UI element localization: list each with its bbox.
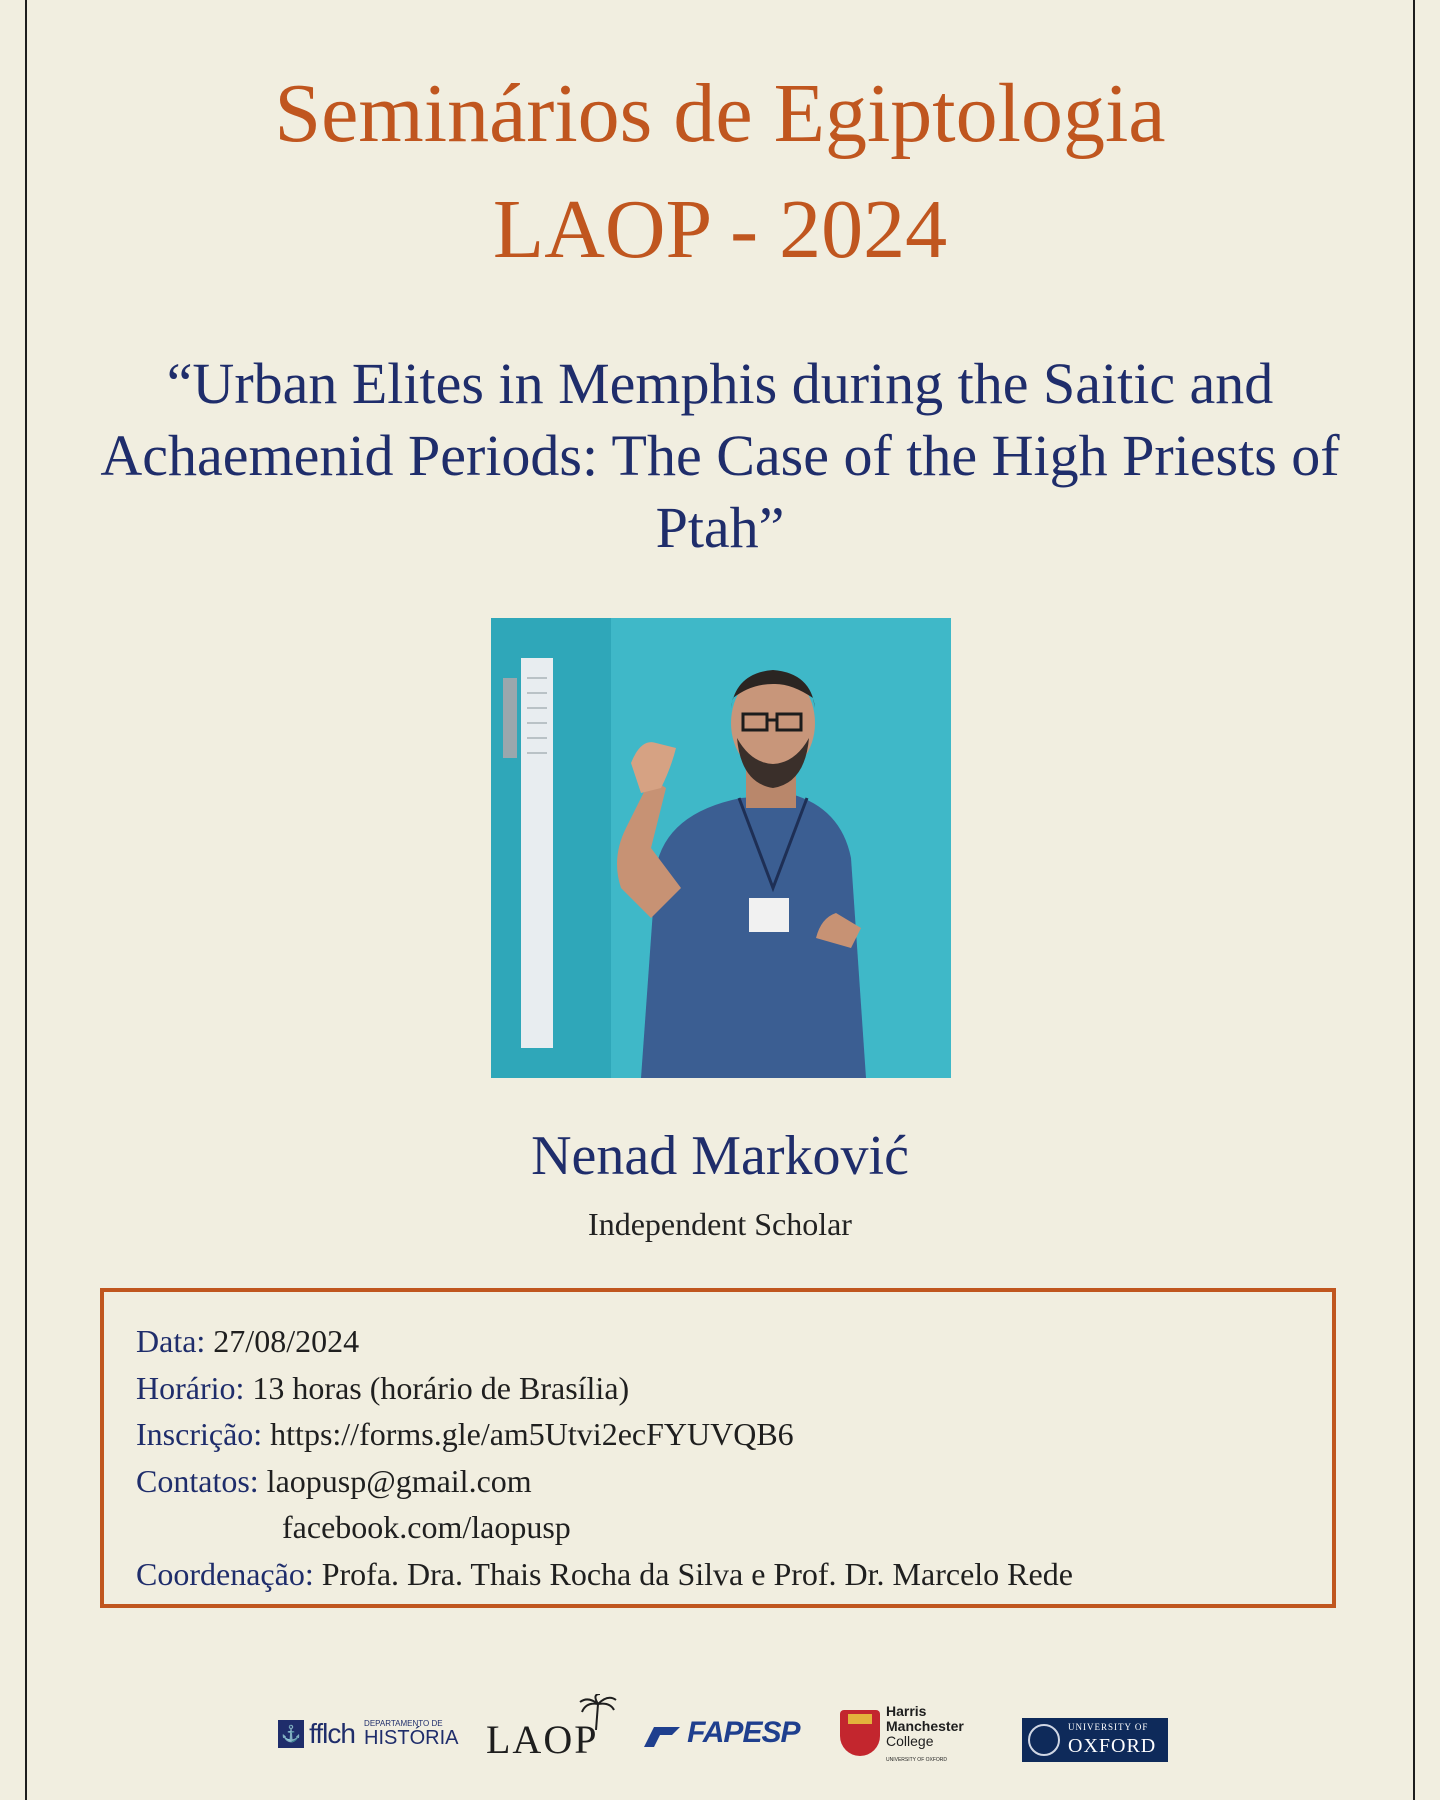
harris-line3: College [886, 1733, 934, 1749]
sponsor-logos [0, 1690, 1440, 1770]
oxford-line1: UNIVERSITY OF [1068, 1722, 1149, 1732]
time-row [136, 1365, 1312, 1412]
time-value: 13 horas (horário de Brasília) [252, 1369, 630, 1406]
harris-line2: Manchester [886, 1718, 964, 1734]
coordination-row [136, 1551, 1312, 1598]
harris-line1: Harris [886, 1703, 927, 1719]
coordination-label: Coordenação: [136, 1555, 314, 1592]
series-year: LAOP - 2024 [492, 183, 948, 276]
coordination-value: Profa. Dra. Thais Rocha da Silva e Prof. Dr. Marcelo Rede [321, 1555, 1073, 1592]
fflch-logo [278, 1718, 459, 1748]
fflch-wordmark: fflch [309, 1718, 355, 1749]
contacts-row-2 [136, 1504, 1312, 1551]
registration-link[interactable]: https://forms.gle/am5Utvi2ecFYUVQB6 [270, 1416, 794, 1452]
registration-label: Inscrição: [136, 1416, 263, 1452]
fflch-emblem-icon: ⚓ [278, 1720, 304, 1748]
speaker-affiliation: Independent Scholar [588, 1206, 852, 1242]
talk-title: “Urban Elites in Memphis during the Saitic and Achaemenid Periods: The Case of the High Priests of Ptah” [100, 351, 1340, 560]
fapesp-logo [642, 1716, 799, 1750]
oxford-logo [1022, 1718, 1168, 1762]
speaker-photo [491, 618, 951, 1078]
speaker-photo-illustration [491, 618, 951, 1078]
contact-email[interactable]: laopusp@gmail.com [266, 1462, 532, 1499]
date-label: Data: [136, 1323, 206, 1359]
contacts-label: Contatos: [136, 1462, 259, 1499]
laop-wordmark: LAOP [486, 1717, 599, 1762]
fapesp-swoosh-icon [642, 1725, 682, 1751]
contact-facebook[interactable]: facebook.com/laopusp [282, 1509, 571, 1545]
fapesp-wordmark: FAPESP [687, 1716, 800, 1749]
event-details-box [100, 1288, 1336, 1608]
oxford-line2: OXFORD [1068, 1735, 1157, 1757]
registration-row [136, 1411, 1312, 1458]
laop-logo [486, 1694, 612, 1770]
fflch-dept: DEPARTAMENTO DE [364, 1719, 443, 1728]
shield-icon [840, 1710, 880, 1756]
fflch-historia: HISTÓRIA [364, 1727, 459, 1749]
speaker-name: Nenad Marković [531, 1125, 909, 1187]
harris-manchester-logo [840, 1703, 980, 1763]
contacts-row [136, 1458, 1312, 1505]
crest-icon [1028, 1724, 1060, 1756]
date-value: 27/08/2024 [213, 1323, 360, 1359]
date-row [136, 1318, 1312, 1365]
time-label: Horário: [136, 1369, 245, 1406]
harris-line4: UNIVERSITY OF OXFORD [886, 1757, 948, 1763]
series-title: Seminários de Egiptologia [274, 67, 1166, 160]
